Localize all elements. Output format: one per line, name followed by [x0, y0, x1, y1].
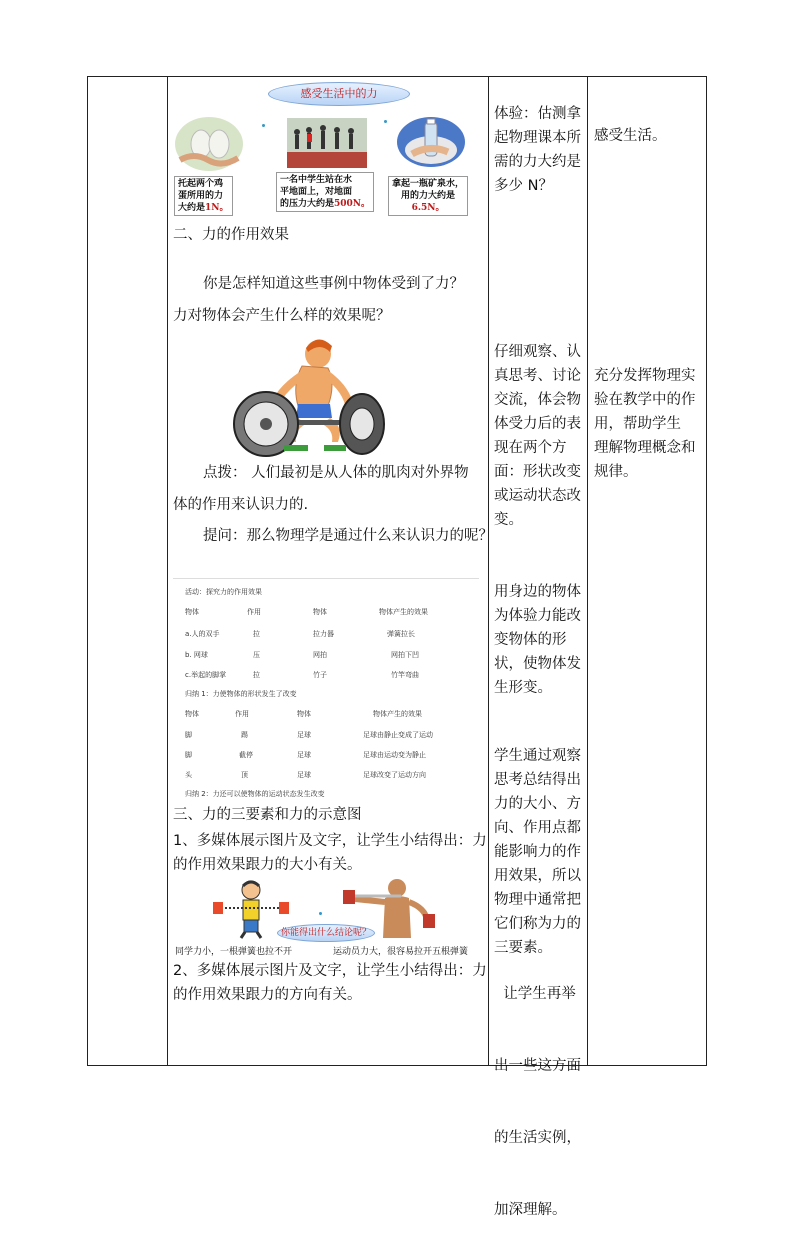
eggs-caption-line: 大约是 — [178, 203, 206, 213]
hint-line: 点拨： 人们最初是从人体的肌肉对外界物 — [203, 465, 469, 481]
activity-header-col: 物体 — [313, 608, 327, 616]
bottle-caption-line: 用的力大约是 — [401, 191, 456, 201]
text-line: 仔细观察、认 — [494, 344, 581, 360]
banner-bubble — [268, 82, 410, 106]
section-title-effects: 二、力的作用效果 — [173, 227, 289, 243]
text-line: 充分发挥物理实 — [594, 368, 696, 384]
text-line: 的生活实例， — [494, 1130, 581, 1146]
activity-cell: 足球由静止变成了运动 — [363, 731, 433, 739]
water-bottle-icon — [396, 116, 466, 168]
weak-student-caption: 同学力小，一根弹簧也拉不开 — [175, 947, 293, 957]
activity-cell: 脚 — [185, 751, 192, 759]
decor-dot — [319, 912, 322, 915]
conclusion-text: 你能得出什么结论呢？ — [280, 928, 371, 938]
eggs-icon — [174, 116, 244, 172]
activity-cell: a.人的双手 — [185, 630, 220, 638]
hint-line: 体的作用来认识力的. — [173, 497, 309, 513]
text-line: 理解物理概念和 — [594, 440, 696, 456]
text-line: 现在两个方 — [494, 440, 567, 456]
student-caption-line: 平地面上，对地面 — [280, 187, 353, 197]
activity-table — [173, 578, 479, 803]
activity-cell: 弹簧拉长 — [387, 630, 415, 638]
activity-cell: 脚 — [185, 731, 192, 739]
activity-cell: 拉 — [253, 671, 260, 679]
spring-pull-image — [173, 876, 479, 958]
student-activity-4 — [494, 744, 581, 960]
activity-header-col: 作用 — [235, 710, 249, 718]
section-title-three-elements: 三、力的三要素和力的示意图 — [173, 807, 362, 823]
student-activity-2 — [494, 340, 581, 532]
student-caption-line: 一名中学生站在水 — [280, 175, 353, 185]
activity-cell: 足球 — [297, 771, 311, 779]
text-line: 为体验力能改 — [494, 608, 581, 624]
student-caption — [276, 172, 374, 212]
activity-cell: 网拍 — [313, 651, 327, 659]
activity-cell: 踢 — [241, 731, 248, 739]
conclusion-bubble — [277, 924, 375, 942]
activity-cell: 足球改变了运动方向 — [363, 771, 426, 779]
text-line: 规律。 — [594, 464, 638, 480]
activity-cell: 拉 — [253, 630, 260, 638]
activity-cell: 足球 — [297, 751, 311, 759]
activity-cell: 压 — [253, 651, 260, 659]
athlete-caption: 运动员力大，很容易拉开五根弹簧 — [333, 947, 469, 957]
text-line: 体受力后的表 — [494, 416, 581, 432]
text-line: 三要素。 — [494, 940, 552, 956]
question-2: 力对物体会产生什么样的效果呢？ — [173, 308, 391, 324]
text-line: 面：形状改变 — [494, 464, 581, 480]
activity-header-col: 物体 — [297, 710, 311, 718]
question-1: 你是怎样知道这些事例中物体受到了力？ — [203, 276, 464, 292]
text-line: 加深理解。 — [494, 1202, 567, 1218]
activity-cell: 网拍下凹 — [391, 651, 419, 659]
activity-cell: 头 — [185, 771, 192, 779]
activity-cell: b. 网球 — [185, 651, 208, 659]
text-line: 验在教学中的作 — [594, 392, 696, 408]
text-line: 交流，体会物 — [494, 392, 581, 408]
point-2-line: 的作用效果跟力的方向有关。 — [173, 987, 362, 1003]
activity-cell: 竹子 — [313, 671, 327, 679]
text-line: 变物体的形 — [494, 632, 567, 648]
activity-title: 活动：探究力的作用效果 — [185, 588, 262, 596]
text-line: 体验：估测拿 — [494, 106, 581, 122]
point-1-line: 的作用效果跟力的大小有关。 — [173, 857, 362, 873]
activity-header-col: 物体产生的效果 — [379, 608, 428, 616]
eggs-caption-line: 托起两个鸡 — [178, 179, 224, 189]
activity-cell: 截停 — [239, 751, 253, 759]
text-line: 它们称为力的 — [494, 916, 581, 932]
activity-cell: 足球 — [297, 731, 311, 739]
activity-cell: c.举起的脚掌 — [185, 671, 227, 679]
activity-summary: 归纳 1：力使物体的形状发生了改变 — [185, 690, 297, 698]
banner-text: 感受生活中的力 — [300, 87, 378, 100]
eggs-value: 1N。 — [205, 203, 229, 213]
student-value: 500N。 — [334, 199, 371, 209]
text-line: 生形变。 — [494, 680, 552, 696]
activity-header-col: 物体 — [185, 710, 199, 718]
bottle-caption-line: 拿起一瓶矿泉水， — [392, 179, 465, 189]
students-crowd-icon — [287, 118, 367, 168]
decor-dot — [262, 124, 265, 127]
weightlifter-icon — [232, 334, 386, 458]
bottle-caption — [388, 176, 468, 216]
decor-dot — [384, 120, 387, 123]
activity-cell: 顶 — [241, 771, 248, 779]
text-line: 用效果，所以 — [494, 868, 581, 884]
text-line: 状，使物体发 — [494, 656, 581, 672]
activity-summary: 归纳 2：力还可以使物体的运动状态发生改变 — [185, 790, 325, 798]
force-in-life-image — [170, 80, 480, 220]
design-intent-1: 感受生活。 — [594, 128, 667, 144]
eggs-caption-line: 蛋所用的力 — [178, 191, 224, 201]
text-line: 变。 — [494, 512, 523, 528]
text-line: 用身边的物体 — [494, 584, 581, 600]
text-line: 出一些这方面 — [494, 1058, 581, 1074]
design-intent-2 — [594, 364, 696, 484]
text-line: 起物理课本所 — [494, 130, 581, 146]
activity-header-col: 物体产生的效果 — [373, 710, 422, 718]
text-line: 用，帮助学生 — [594, 416, 681, 432]
bottle-value: 6.5N。 — [411, 203, 445, 213]
eggs-caption — [174, 176, 233, 216]
activity-cell: 足球由运动变为静止 — [363, 751, 426, 759]
text-line: 力的大小、方 — [494, 796, 581, 812]
text-line: 多少 N？ — [494, 178, 553, 194]
student-activity-5 — [494, 934, 581, 1246]
text-line: 真思考、讨论 — [494, 368, 581, 384]
activity-cell: 拉力器 — [313, 630, 334, 638]
text-line: 思考总结得出 — [494, 772, 581, 788]
text-line: 让学生再举 — [494, 986, 576, 1002]
student-activity-1 — [494, 102, 581, 198]
point-2-line: 2、多媒体展示图片及文字，让学生小结得出：力 — [173, 963, 487, 979]
ask-line: 提问：那么物理学是通过什么来认识力的呢？ — [203, 528, 493, 544]
text-line: 需的力大约是 — [494, 154, 581, 170]
point-1-line: 1、多媒体展示图片及文字，让学生小结得出：力 — [173, 833, 487, 849]
activity-cell: 竹竿弯曲 — [391, 671, 419, 679]
activity-header-col: 物体 — [185, 608, 199, 616]
student-activity-3 — [494, 580, 581, 700]
text-line: 或运动状态改 — [494, 488, 581, 504]
student-caption-line: 的压力大约是 — [280, 199, 335, 209]
text-line: 学生通过观察 — [494, 748, 581, 764]
text-line: 物理中通常把 — [494, 892, 581, 908]
text-line: 能影响力的作 — [494, 844, 581, 860]
text-line: 向、作用点都 — [494, 820, 581, 836]
activity-header-col: 作用 — [247, 608, 261, 616]
